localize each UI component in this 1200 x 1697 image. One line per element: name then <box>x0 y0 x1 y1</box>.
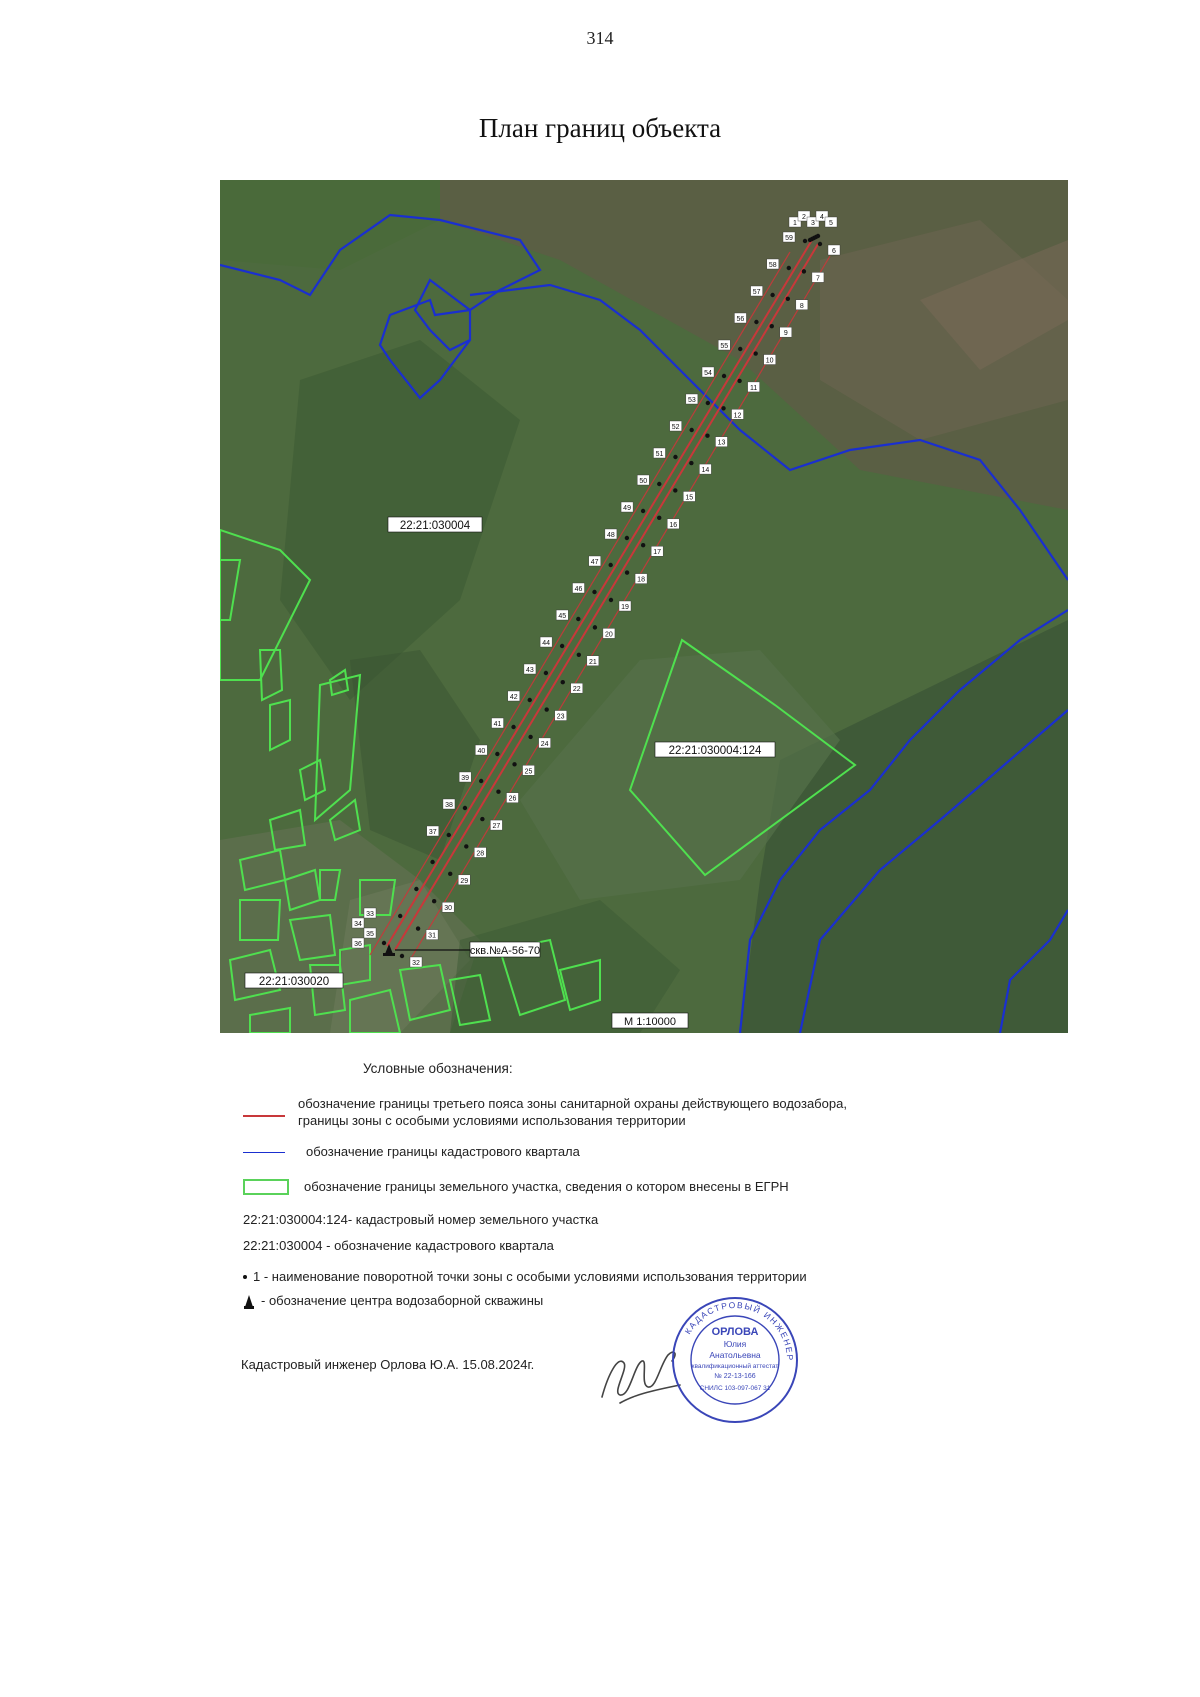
turn-point-label <box>734 313 746 323</box>
turn-point-label <box>667 519 679 529</box>
turn-point-label <box>748 382 760 392</box>
turn-point-label <box>587 656 599 666</box>
turn-point-label <box>508 691 520 701</box>
turn-point-label <box>352 938 364 948</box>
svg-text:18: 18 <box>637 576 645 584</box>
svg-text:12: 12 <box>733 412 742 420</box>
turn-point <box>770 324 774 328</box>
turn-point <box>448 872 452 876</box>
svg-text:20: 20 <box>605 631 613 639</box>
svg-text:43: 43 <box>526 667 534 674</box>
official-stamp <box>670 1295 800 1425</box>
well-icon <box>243 1293 255 1309</box>
turn-point <box>786 297 790 301</box>
turn-point <box>657 482 661 486</box>
turn-point-label <box>589 556 601 566</box>
turn-point-label <box>475 745 487 755</box>
legend-quarter-row <box>243 1143 1003 1163</box>
turn-point-label <box>443 799 455 809</box>
turn-point <box>414 887 418 891</box>
legend-well-text: - обозначение центра водозаборной скважины <box>261 1293 544 1308</box>
legend-quarter-text: обозначение границы кадастрового квартала <box>306 1144 580 1159</box>
turn-point <box>803 239 807 243</box>
turn-point <box>544 671 548 675</box>
turn-point <box>382 941 386 945</box>
turn-point-label <box>828 245 840 255</box>
turn-point-label <box>573 583 585 593</box>
svg-text:27: 27 <box>492 823 501 831</box>
scale-label: М 1:10000 <box>624 1016 676 1028</box>
turn-point <box>625 536 629 540</box>
svg-text:3: 3 <box>811 220 815 227</box>
turn-point <box>561 680 565 684</box>
turn-point <box>722 374 726 378</box>
turn-point-label <box>767 259 779 269</box>
turn-point <box>818 242 822 246</box>
turn-point <box>754 320 758 324</box>
svg-text:1: 1 <box>793 220 797 227</box>
legend-zone-text-1: обозначение границы третьего пояса зоны санитарной охраны действующего водозабора, <box>298 1096 847 1111</box>
svg-text:36: 36 <box>354 941 362 948</box>
turn-point <box>577 653 581 657</box>
engineer-signature-line: Кадастровый инженер Орлова Ю.А. 15.08.2024г. <box>241 1357 535 1372</box>
turn-point <box>528 698 532 702</box>
stamp-patronymic: Анатольевна <box>709 1350 761 1360</box>
turn-point <box>416 926 420 930</box>
svg-text:52: 52 <box>671 424 680 431</box>
turn-point-swatch <box>243 1275 247 1279</box>
quarter-label-sw: 22:21:030020 <box>258 976 330 988</box>
turn-point <box>689 428 693 432</box>
svg-text:57: 57 <box>752 289 761 296</box>
legend-parcel-number: 22:21:030004:124- кадастровый номер земельного участка <box>243 1212 599 1227</box>
turn-point <box>464 844 468 848</box>
turn-point-label <box>702 367 714 377</box>
stamp-ring-text: КАДАСТРОВЫЙ ИНЖЕНЕР <box>682 1299 796 1362</box>
page-number: 314 <box>586 28 614 48</box>
turn-point <box>560 644 564 648</box>
turn-point-label <box>364 928 376 938</box>
turn-point <box>787 266 791 270</box>
turn-point <box>398 914 402 918</box>
turn-point-label <box>571 683 583 693</box>
turn-point <box>737 379 741 383</box>
svg-text:45: 45 <box>558 613 567 620</box>
svg-text:40: 40 <box>477 748 486 755</box>
svg-text:15: 15 <box>685 494 694 502</box>
turn-point-label <box>686 394 698 404</box>
turn-point <box>641 543 645 547</box>
page-title: План границ объекта <box>478 113 722 143</box>
turn-point <box>689 461 693 465</box>
turn-point-label <box>459 772 471 782</box>
turn-point-label <box>653 448 665 458</box>
svg-text:13: 13 <box>717 439 726 447</box>
turn-point-label <box>490 820 502 830</box>
turn-point-label <box>796 300 808 310</box>
turn-point <box>592 590 596 594</box>
svg-text:32: 32 <box>412 960 420 967</box>
turn-point <box>705 433 709 437</box>
svg-text:21: 21 <box>588 658 597 666</box>
svg-text:49: 49 <box>623 505 631 512</box>
turn-point <box>802 269 806 273</box>
svg-text:56: 56 <box>736 316 745 323</box>
svg-text:22: 22 <box>572 686 581 694</box>
stamp-number: № 22-13-166 <box>714 1373 756 1380</box>
turn-point <box>432 899 436 903</box>
legend-quarter-number: 22:21:030004 - обозначение кадастрового квартала <box>243 1238 554 1253</box>
stamp-first-name: Юлия <box>723 1339 747 1349</box>
turn-point-label <box>426 930 438 940</box>
turn-point-label <box>540 637 552 647</box>
legend-zone-row <box>243 1095 1003 1135</box>
turn-point <box>609 598 613 602</box>
turn-point <box>496 789 500 793</box>
turn-point-label <box>603 628 615 638</box>
stamp-certificate: квалификационный аттестат <box>691 1363 779 1370</box>
turn-point-label <box>764 355 776 365</box>
turn-point-label <box>506 793 518 803</box>
turn-point-label <box>427 826 439 836</box>
svg-text:14: 14 <box>701 467 710 475</box>
svg-text:53: 53 <box>687 397 696 404</box>
turn-point <box>770 293 774 297</box>
svg-text:34: 34 <box>354 921 362 928</box>
turn-point <box>641 509 645 513</box>
svg-text:25: 25 <box>524 768 533 776</box>
turn-point <box>738 347 742 351</box>
turn-point-label <box>605 529 617 539</box>
turn-point <box>706 401 710 405</box>
svg-text:30: 30 <box>444 905 453 913</box>
turn-point-label <box>458 875 470 885</box>
svg-text:23: 23 <box>556 713 565 721</box>
legend-well-row <box>243 1292 1003 1312</box>
svg-text:17: 17 <box>653 549 662 557</box>
turn-point-label <box>474 847 486 857</box>
svg-text:38: 38 <box>445 802 453 809</box>
turn-point-label <box>524 664 536 674</box>
turn-point-label <box>718 340 730 350</box>
turn-point <box>430 860 434 864</box>
svg-text:48: 48 <box>606 532 615 539</box>
turn-point-label <box>523 765 535 775</box>
turn-point <box>816 234 820 238</box>
turn-point-label <box>556 610 568 620</box>
svg-text:6: 6 <box>832 248 836 255</box>
turn-point <box>463 806 467 810</box>
well-label: скв.№А-56-70 <box>469 945 541 957</box>
turn-point-label <box>352 918 364 928</box>
parcel-box-swatch <box>243 1179 289 1195</box>
svg-text:54: 54 <box>704 370 712 377</box>
turn-point <box>480 817 484 821</box>
svg-text:51: 51 <box>655 451 664 458</box>
svg-text:39: 39 <box>461 775 470 782</box>
turn-point-label <box>539 738 551 748</box>
svg-text:10: 10 <box>765 357 774 365</box>
turn-point <box>721 406 725 410</box>
svg-text:41: 41 <box>493 721 502 728</box>
svg-text:33: 33 <box>366 911 374 918</box>
svg-text:31: 31 <box>428 932 436 940</box>
turn-point <box>673 455 677 459</box>
svg-text:59: 59 <box>785 235 793 242</box>
turn-point-label <box>651 546 663 556</box>
svg-text:35: 35 <box>366 931 374 938</box>
turn-point <box>528 735 532 739</box>
svg-text:7: 7 <box>815 275 820 283</box>
turn-point-label <box>635 574 647 584</box>
turn-point-label <box>825 217 837 227</box>
legend-parcel-text: обозначение границы земельного участка, сведения о котором внесены в ЕГРН <box>304 1179 789 1194</box>
svg-text:42: 42 <box>509 694 518 701</box>
turn-point-label <box>492 718 504 728</box>
zone-line-swatch <box>243 1115 285 1117</box>
svg-text:44: 44 <box>542 640 551 647</box>
svg-text:8: 8 <box>799 302 804 310</box>
turn-point <box>511 725 515 729</box>
turn-point-label <box>715 437 727 447</box>
legend-title: Условные обозначения: <box>363 1061 513 1076</box>
turn-point <box>544 707 548 711</box>
turn-point-label <box>783 232 795 242</box>
turn-point <box>753 351 757 355</box>
legend-parcel-row <box>243 1178 1003 1200</box>
turn-point-label <box>442 902 454 912</box>
turn-point-label <box>812 272 824 282</box>
turn-point-label <box>751 286 763 296</box>
svg-text:50: 50 <box>639 478 648 485</box>
svg-text:2: 2 <box>802 214 806 221</box>
svg-text:5: 5 <box>829 220 833 227</box>
turn-point <box>400 954 404 958</box>
turn-point-label <box>410 957 422 967</box>
parcel-label: 22:21:030004:124 <box>668 745 762 757</box>
svg-text:28: 28 <box>476 850 485 858</box>
turn-point-label <box>555 711 567 721</box>
svg-text:55: 55 <box>720 343 729 350</box>
legend-zone-text <box>298 1095 998 1129</box>
quarter-line-swatch <box>243 1152 285 1153</box>
svg-text:24: 24 <box>540 740 549 748</box>
stamp-name: ОРЛОВА <box>711 1326 759 1338</box>
turn-point-label <box>621 502 633 512</box>
svg-text:9: 9 <box>783 330 788 338</box>
turn-point-label <box>364 908 376 918</box>
svg-text:58: 58 <box>768 262 777 269</box>
turn-point <box>625 570 629 574</box>
turn-point <box>495 752 499 756</box>
turn-point <box>673 488 677 492</box>
turn-point <box>657 516 661 520</box>
turn-point <box>479 779 483 783</box>
svg-text:11: 11 <box>749 384 758 392</box>
svg-text:29: 29 <box>460 877 469 885</box>
turn-point-label <box>619 601 631 611</box>
turn-point-label <box>670 421 682 431</box>
svg-text:46: 46 <box>574 586 583 593</box>
turn-point-label <box>699 464 711 474</box>
map-frame <box>220 180 1068 1033</box>
legend-zone-text-2: границы зоны с особыми условиями использования территории <box>298 1113 686 1128</box>
stamp-snils: СНИЛС 103-097-067 31 <box>699 1385 771 1392</box>
turn-point <box>447 833 451 837</box>
satellite-map <box>220 180 1068 1033</box>
svg-text:4: 4 <box>820 214 824 221</box>
svg-text:47: 47 <box>590 559 599 566</box>
turn-point <box>576 617 580 621</box>
turn-point-label <box>732 409 744 419</box>
quarter-label: 22:21:030004 <box>399 520 471 532</box>
legend-point-text: 1 - наименование поворотной точки зоны с особыми условиями использования территории <box>253 1269 807 1284</box>
turn-point <box>608 563 612 567</box>
turn-point-label <box>780 327 792 337</box>
legend-point-row <box>243 1268 1003 1288</box>
svg-text:16: 16 <box>669 521 678 529</box>
turn-point-label <box>637 475 649 485</box>
turn-point <box>512 762 516 766</box>
svg-text:26: 26 <box>508 795 517 803</box>
svg-text:19: 19 <box>621 604 629 611</box>
turn-point-label <box>683 491 695 501</box>
turn-point <box>593 625 597 629</box>
svg-text:37: 37 <box>428 829 437 836</box>
